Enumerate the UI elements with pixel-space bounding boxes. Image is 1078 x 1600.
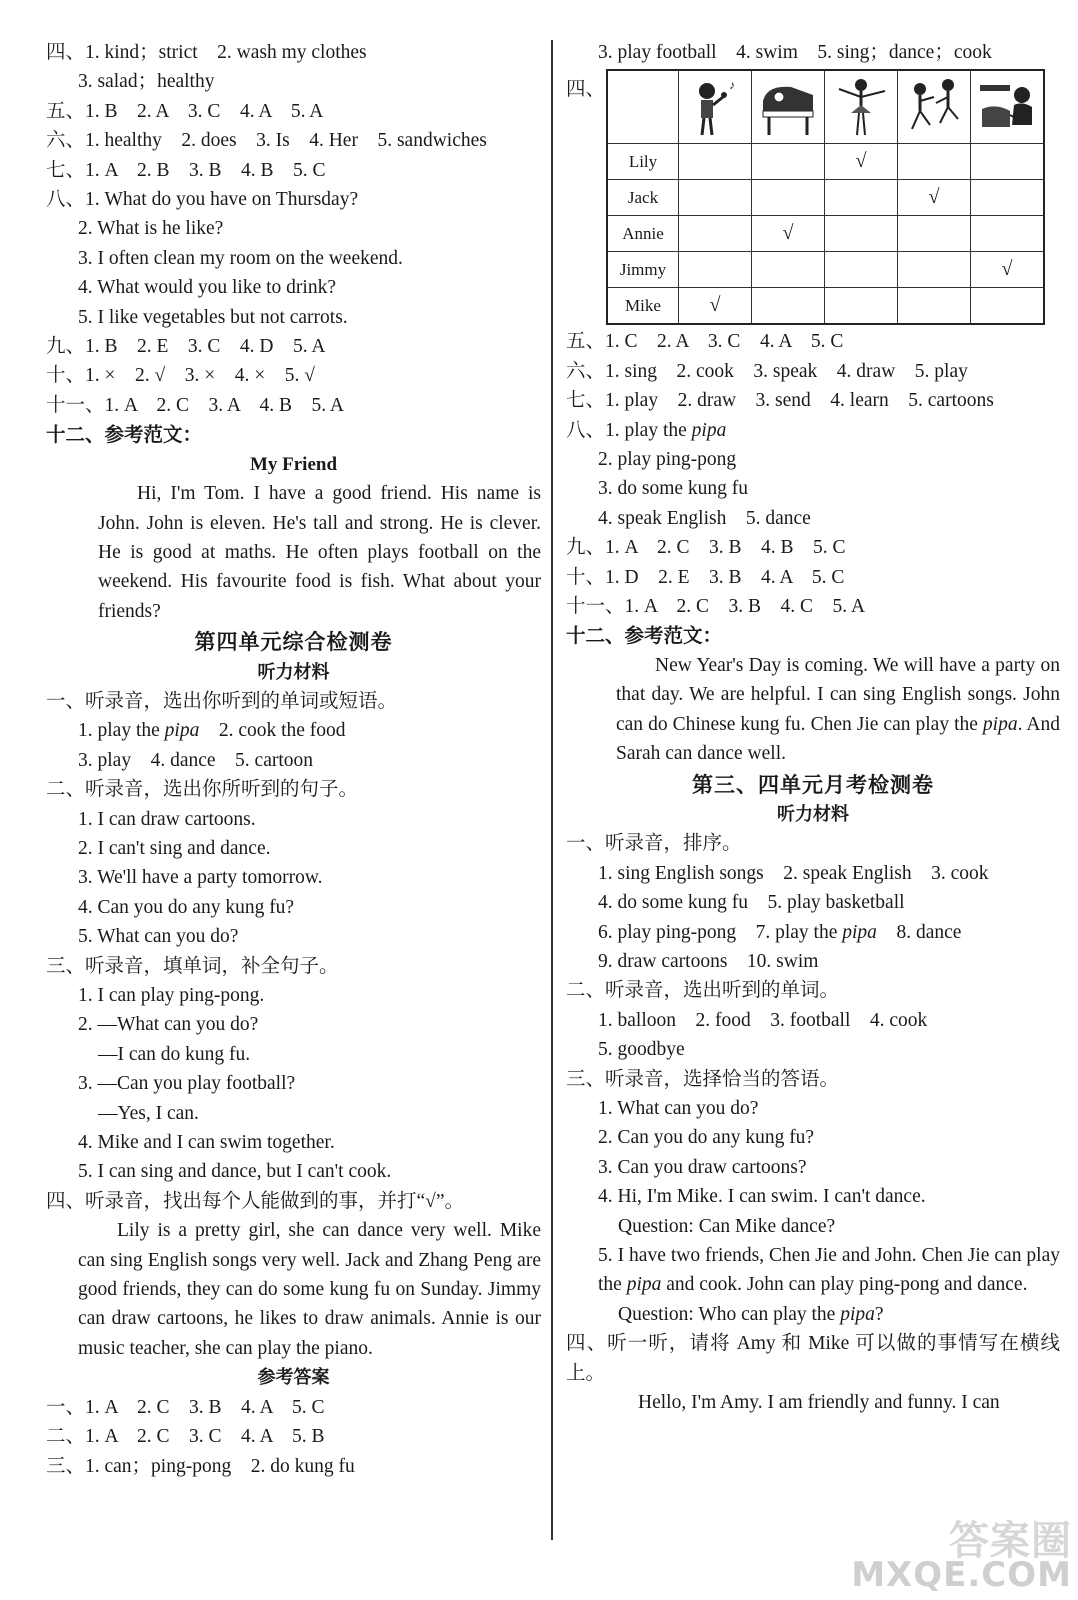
answer-line [46, 716, 541, 745]
answer-paragraph [566, 1241, 1060, 1300]
italic-word: pipa [842, 921, 877, 943]
answer-line: 六、1. healthy 2. does 3. Is 4. Her 5. sandwiches [46, 130, 487, 152]
answer-line: 五、1. C 2. A 3. C 4. A 5. C [566, 331, 844, 353]
question-heading: 四、听录音，找出每个人能做到的事，并打“√”。 [46, 1190, 465, 1212]
check-cell [752, 144, 825, 180]
check-cell [752, 180, 825, 216]
check-cell: √ [971, 252, 1045, 288]
unit-title: 第四单元综合检测卷 [194, 630, 393, 655]
answer-line: 五、1. B 2. A 3. C 4. A 5. A [46, 100, 324, 122]
answer-line: 八、1. What do you have on Thursday? [46, 189, 359, 211]
table-row [607, 180, 1044, 216]
check-cell [825, 216, 898, 252]
answer-line: 3. —Can you play football? [78, 1073, 296, 1095]
text-fragment: 6. play ping-pong 7. play the [598, 921, 843, 943]
answer-line: 5. goodbye [598, 1039, 685, 1061]
drawing-picture-icon [976, 75, 1038, 139]
listening-paragraph: Lily is a pretty girl, she can dance very well. Mike can sing English songs very well. Jack and Zhang Peng are good friends, they can do some kung fu on Sunday. Jimmy can draw cartoons, he likes to draw animals. Annie is our music teacher, she can play the piano. [78, 1220, 541, 1359]
answer-line: 十一、1. A 2. C 3. A 4. B 5. A [46, 394, 344, 416]
italic-word: pipa [840, 1303, 875, 1325]
answer-line [566, 416, 1060, 445]
text-fragment: New Year's Day is coming. We will have a party on that day. We are helpful. I can sing English songs. John can do Chinese kung fu. Chen Jie can play the [616, 654, 1060, 735]
watermark-bottom: MXQE.COM [851, 1555, 1072, 1595]
answer-line: Question: Can Mike dance? [618, 1215, 836, 1237]
question-heading: 一、听录音，选出你听到的单词或短语。 [46, 690, 398, 712]
answer-line: 六、1. sing 2. cook 3. speak 4. draw 5. play [566, 360, 968, 382]
italic-word: pipa [164, 720, 200, 742]
answer-line: 9. draw cartoons 10. swim [598, 950, 819, 972]
check-cell [898, 252, 971, 288]
header-cell [825, 70, 898, 144]
question-heading: 二、听录音，选出听到的单词。 [566, 980, 840, 1002]
check-cell: √ [679, 288, 752, 325]
watermark [851, 1518, 1072, 1595]
text-fragment: and cook. John can play ping-pong and dance. [661, 1274, 1028, 1296]
piano-picture-icon [757, 75, 819, 139]
svg-text:♪: ♪ [729, 78, 735, 93]
question-heading: 一、听录音，排序。 [566, 833, 742, 855]
header-cell [679, 70, 752, 144]
answer-line: 2. I can't sing and dance. [78, 837, 271, 859]
check-cell [825, 252, 898, 288]
text-fragment: 5. I have two friends, Chen Jie and John. Chen Jie can play the [598, 1245, 1060, 1296]
answer-line: 3. Can you draw cartoons? [598, 1156, 807, 1178]
answer-line: 3. salad；healthy [78, 71, 215, 93]
check-cell [679, 144, 752, 180]
answer-line: —Yes, I can. [98, 1102, 199, 1124]
answer-line: 3. play 4. dance 5. cartoon [78, 749, 314, 771]
listening-title: 听力材料 [257, 661, 330, 683]
answer-line: 4. Mike and I can swim together. [78, 1132, 335, 1154]
row-name: Jack [607, 180, 679, 216]
table-header-row [607, 70, 1044, 144]
answer-line: 七、1. A 2. B 3. B 4. B 5. C [46, 159, 326, 181]
check-cell [752, 252, 825, 288]
answer-line: 十、1. × 2. √ 3. × 4. × 5. √ [46, 365, 315, 387]
answer-line: 九、1. B 2. E 3. C 4. D 5. A [46, 336, 326, 358]
check-cell [825, 288, 898, 325]
answer-line: 十、1. D 2. E 3. B 4. A 5. C [566, 566, 845, 588]
italic-word: pipa [982, 713, 1018, 735]
check-cell [971, 180, 1045, 216]
check-cell [679, 180, 752, 216]
answer-line: 2. What is he like? [78, 218, 224, 240]
answer-line: 一、1. A 2. C 3. B 4. A 5. C [46, 1396, 325, 1418]
italic-word: pipa [691, 419, 727, 441]
question-heading: 三、听录音，选择恰当的答语。 [566, 1068, 840, 1090]
question-heading: 三、听录音，填单词，补全句子。 [46, 955, 339, 977]
answer-line: 九、1. A 2. C 3. B 4. B 5. C [566, 537, 846, 559]
answer-line: 3. We'll have a party tomorrow. [78, 867, 323, 889]
header-cell [752, 70, 825, 144]
row-name: Annie [607, 216, 679, 252]
check-cell [898, 144, 971, 180]
answer-line: 3. I often clean my room on the weekend. [78, 247, 403, 269]
answer-line: 4. Can you do any kung fu? [78, 896, 295, 918]
check-cell [971, 288, 1045, 325]
answer-line: 3. do some kung fu [598, 478, 749, 500]
answer-line: —I can do kung fu. [98, 1043, 251, 1065]
essay-paragraph [566, 651, 1060, 769]
answer-line: 十一、1. A 2. C 3. B 4. C 5. A [566, 596, 866, 618]
answer-line: 4. do some kung fu 5. play basketball [598, 892, 905, 914]
answer-line: 5. What can you do? [78, 926, 239, 948]
text-fragment: 2. cook the food [199, 720, 346, 742]
ability-table [606, 69, 1045, 325]
table-label: 四、 [566, 79, 606, 101]
answer-line: 4. speak English 5. dance [598, 507, 811, 529]
check-cell [752, 288, 825, 325]
answer-line [566, 918, 1060, 947]
text-fragment: 8. dance [876, 921, 962, 943]
answer-line: 4. Hi, I'm Mike. I can swim. I can't dance. [598, 1186, 926, 1208]
listening-title: 听力材料 [777, 803, 849, 825]
column-divider [551, 40, 553, 1540]
answer-line: 4. What would you like to drink? [78, 277, 336, 299]
check-cell: √ [752, 216, 825, 252]
answer-line: 5. I can sing and dance, but I can't cook. [78, 1161, 392, 1183]
essay-paragraph: Hi, I'm Tom. I have a good friend. His name is John. John is eleven. He's tall and strong. He is clever. He is good at maths. He often plays football on the weekend. His favourite food is fish. What about your friends? [98, 483, 541, 622]
answer-line: 1. balloon 2. food 3. football 4. cook [598, 1009, 928, 1031]
check-cell [898, 288, 971, 325]
question-heading: 二、听录音，选出你所听到的句子。 [46, 779, 359, 801]
answers-title: 参考答案 [257, 1367, 330, 1389]
right-column [566, 38, 1060, 1417]
check-cell [679, 252, 752, 288]
row-name: Mike [607, 288, 679, 325]
answer-line: 七、1. play 2. draw 3. send 4. learn 5. cartoons [566, 390, 994, 412]
answer-line: 3. play football 4. swim 5. sing；dance；cook [598, 42, 992, 63]
question-heading: 四、听一听，请将 Amy 和 Mike 可以做的事情写在横线上。 [566, 1333, 1060, 1384]
answer-line: 2. play ping-pong [598, 449, 737, 471]
check-cell: √ [898, 180, 971, 216]
text-fragment: . And Sarah can dance well. [616, 713, 1060, 765]
essay-title: My Friend [249, 453, 338, 475]
singer-picture-icon [685, 75, 745, 139]
left-column [46, 38, 541, 1481]
check-cell: √ [825, 144, 898, 180]
answer-line: 1. sing English songs 2. speak English 3. cook [598, 862, 989, 884]
table-section [566, 69, 1060, 325]
table-row [607, 216, 1044, 252]
row-name: Jimmy [607, 252, 679, 288]
answer-line: 1. I can draw cartoons. [78, 808, 256, 830]
table-row [607, 288, 1044, 325]
italic-word: pipa [626, 1274, 662, 1296]
answer-line: 1. I can play ping-pong. [78, 985, 265, 1006]
check-cell [898, 216, 971, 252]
check-cell [971, 144, 1045, 180]
header-cell [898, 70, 971, 144]
answer-line: 三、1. can；ping-pong 2. do kung fu [46, 1455, 355, 1477]
header-cell [971, 70, 1045, 144]
kung-fu-picture-icon [904, 75, 964, 139]
table-row [607, 144, 1044, 180]
watermark-top: 答案圈 [949, 1518, 1072, 1564]
text-fragment: Question: Who can play the [618, 1303, 841, 1325]
unit-title: 第三、四单元月考检测卷 [692, 772, 934, 797]
table-row [607, 252, 1044, 288]
answer-line: 5. I like vegetables but not carrots. [78, 306, 348, 328]
check-cell [679, 216, 752, 252]
table-corner-cell [607, 70, 679, 144]
answer-line: 四、1. kind；strict 2. wash my clothes [46, 42, 367, 63]
text-fragment: 1. play the [78, 720, 165, 742]
section-heading: 十二、参考范文： [566, 624, 723, 648]
check-cell [825, 180, 898, 216]
answer-line: 1. What can you do? [598, 1097, 759, 1119]
check-cell [971, 216, 1045, 252]
row-name: Lily [607, 144, 679, 180]
text-fragment: 八、1. play the [566, 419, 692, 441]
listening-paragraph: Hello, I'm Amy. I am friendly and funny. I can [638, 1392, 1000, 1414]
answer-line: 2. Can you do any kung fu? [598, 1127, 815, 1149]
text-fragment: ? [874, 1303, 884, 1325]
answer-line: 二、1. A 2. C 3. C 4. A 5. B [46, 1426, 325, 1448]
section-heading: 十二、参考范文： [46, 423, 203, 447]
answer-line [566, 1300, 1060, 1329]
answer-line: 2. —What can you do? [78, 1014, 259, 1036]
dancer-picture-icon [831, 75, 891, 139]
